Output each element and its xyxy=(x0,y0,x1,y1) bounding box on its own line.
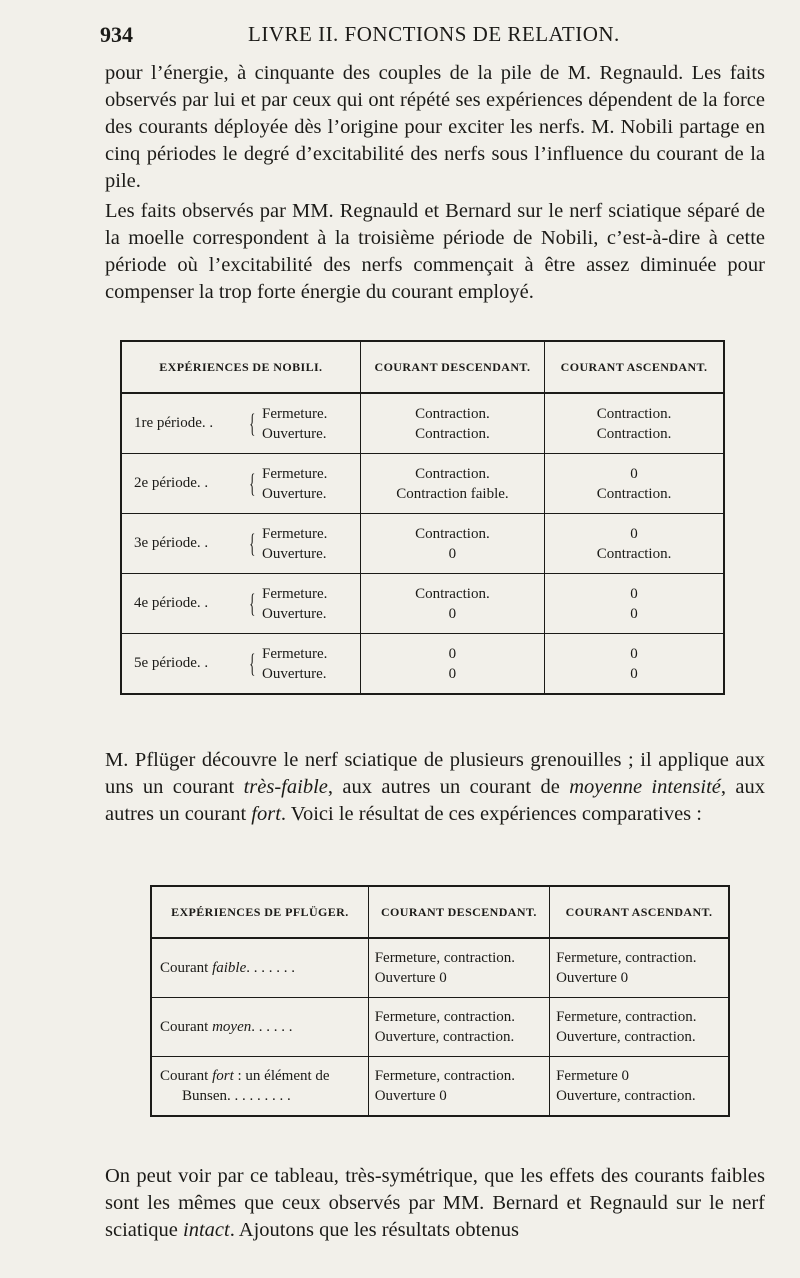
paragraph-4-text-a: On peut voir par ce tableau, très-symétrique, que les effets des courants faibles sont les mêmes que ceux observés par MM. Bernard et Regnauld sur le nerf sciatique xyxy=(105,1165,765,1241)
pfluger-header-descendant: COURANT DESCENDANT. xyxy=(368,886,549,938)
current-label-suffix: . . . . . . . xyxy=(246,959,295,976)
ascendant-fermeture: Fermeture 0 xyxy=(556,1068,629,1084)
descendant-ouverture: 0 xyxy=(448,665,457,682)
pfluger-table xyxy=(150,885,730,1117)
brace-glyph: { xyxy=(248,468,256,498)
current-label-prefix: Courant xyxy=(160,959,213,976)
pfluger-header-experiences: EXPÉRIENCES DE PFLÜGER. xyxy=(151,886,368,938)
descendant-ouverture: 0 xyxy=(448,605,457,622)
ascendant-cell xyxy=(545,574,724,634)
descendant-cell xyxy=(360,393,544,454)
ouverture-label: Ouverture. xyxy=(261,545,327,562)
ascendant-fermeture: 0 xyxy=(630,645,638,662)
descendant-ouverture: 0 xyxy=(448,545,457,562)
ascendant-ouverture: Ouverture, contraction. xyxy=(556,1029,696,1045)
descendant-cell xyxy=(360,454,544,514)
current-label-cell xyxy=(151,1057,368,1117)
current-label-cell xyxy=(151,938,368,998)
paragraph-3-text-b: , aux autres un courant de xyxy=(327,776,570,798)
current-label-cell xyxy=(151,998,368,1057)
table-row xyxy=(121,634,724,695)
nobili-header-row xyxy=(121,341,724,393)
table-row xyxy=(151,938,729,998)
period-cell xyxy=(121,393,360,454)
ascendant-fermeture: Contraction. xyxy=(596,405,672,422)
fermeture-label: Fermeture. xyxy=(261,465,328,482)
descendant-fermeture: Fermeture, contraction. xyxy=(374,1068,516,1084)
ascendant-fermeture: 0 xyxy=(630,525,638,542)
ascendant-fermeture: Fermeture, contraction. xyxy=(556,950,697,966)
period-label: 5e période. . xyxy=(134,654,209,671)
descendant-ouverture: Contraction. xyxy=(415,425,490,442)
paragraph-4-italic: intact xyxy=(183,1219,230,1241)
descendant-ouverture: Ouverture 0 xyxy=(374,1088,447,1104)
current-strength: moyen xyxy=(212,1018,252,1035)
pfluger-header-row xyxy=(151,886,729,938)
paragraph-4 xyxy=(105,1163,765,1244)
table-row xyxy=(151,998,729,1057)
ascendant-fermeture: Fermeture, contraction. xyxy=(556,1009,697,1025)
table-row xyxy=(121,454,724,514)
paragraph-3-text-d: . Voici le résultat de ces expériences comparatives : xyxy=(280,803,702,825)
descendant-cell xyxy=(360,514,544,574)
ouverture-label: Ouverture. xyxy=(261,665,327,682)
brace-glyph: { xyxy=(248,648,256,678)
brace-glyph: { xyxy=(248,588,256,618)
ascendant-fermeture: 0 xyxy=(630,585,638,602)
fermeture-label: Fermeture. xyxy=(261,405,328,422)
paragraph-3-italic-1: très-faible xyxy=(243,776,328,798)
period-cell xyxy=(121,514,360,574)
descendant-fermeture: Contraction. xyxy=(415,405,490,422)
descendant-cell xyxy=(360,634,544,695)
nobili-header-experiences: EXPÉRIENCES DE NOBILI. xyxy=(121,341,360,393)
descendant-fermeture: 0 xyxy=(448,645,457,662)
descendant-fermeture: Contraction. xyxy=(415,525,490,542)
period-label: 4e période. . xyxy=(134,594,209,611)
paragraph-1: pour l’énergie, à cinquante des couples de la pile de M. Regnauld. Les faits observés par lui et par ceux qui ont répété ses expériences dépendent de la force des courants déployée dès l’origine pour exciter les nerfs. M. Nobili partage en cinq périodes le degré d’excitabilité des nerfs sous l’influence du courant de la pile. xyxy=(105,62,765,192)
descendant-fermeture: Fermeture, contraction. xyxy=(374,1009,516,1025)
nobili-header-descendant: COURANT DESCENDANT. xyxy=(360,341,544,393)
descendant-cell xyxy=(368,998,549,1057)
ouverture-label: Ouverture. xyxy=(261,485,327,502)
paragraph-3-italic-3: fort xyxy=(251,803,281,825)
paragraph-3-italic-2: moyenne intensité xyxy=(569,776,721,798)
current-label-suffix: : un élément de xyxy=(233,1068,330,1084)
table-row xyxy=(121,393,724,454)
descendant-cell xyxy=(360,574,544,634)
descendant-cell xyxy=(368,1057,549,1117)
table-row xyxy=(151,1057,729,1117)
period-label: 2e période. . xyxy=(134,474,209,491)
nobili-table xyxy=(120,340,725,695)
fermeture-label: Fermeture. xyxy=(261,645,328,662)
ascendant-ouverture: Ouverture, contraction. xyxy=(556,1088,696,1104)
period-label: 1re période. . xyxy=(134,414,214,431)
ouverture-label: Ouverture. xyxy=(261,425,327,442)
brace-glyph: { xyxy=(248,408,256,438)
table-row xyxy=(121,574,724,634)
paragraph-3-text-c: , aux autres un courant xyxy=(105,776,765,825)
ascendant-cell xyxy=(550,1057,729,1117)
descendant-ouverture: Ouverture, contraction. xyxy=(374,1029,515,1045)
descendant-ouverture: Ouverture 0 xyxy=(374,970,447,986)
ascendant-ouverture: 0 xyxy=(630,605,638,622)
current-label-line2: Bunsen. . . . . . . . . xyxy=(182,1088,291,1104)
page-number: 934 xyxy=(100,22,133,47)
ascendant-cell xyxy=(550,998,729,1057)
descendant-cell xyxy=(368,938,549,998)
pfluger-header-ascendant: COURANT ASCENDANT. xyxy=(550,886,729,938)
ouverture-label: Ouverture. xyxy=(261,605,327,622)
current-label-prefix: Courant xyxy=(160,1068,213,1084)
ascendant-cell xyxy=(550,938,729,998)
period-cell xyxy=(121,574,360,634)
current-strength: faible xyxy=(212,959,247,976)
descendant-fermeture: Contraction. xyxy=(415,465,490,482)
ascendant-cell xyxy=(545,393,724,454)
paragraph-2: Les faits observés par MM. Regnauld et Bernard sur le nerf sciatique séparé de la moelle correspondent à la troisième période de Nobili, c’est-à-dire à cette période où l’excitabilité des nerfs commençait à être assez diminuée pour compenser la trop forte énergie du courant employé. xyxy=(105,200,765,303)
descendant-fermeture: Contraction. xyxy=(415,585,490,602)
paragraph-3 xyxy=(105,747,765,828)
ascendant-cell xyxy=(545,514,724,574)
ascendant-ouverture: Ouverture 0 xyxy=(556,970,629,986)
current-strength: fort xyxy=(212,1068,234,1084)
descendant-fermeture: Fermeture, contraction. xyxy=(374,950,516,966)
ascendant-cell xyxy=(545,634,724,695)
period-cell xyxy=(121,634,360,695)
ascendant-cell xyxy=(545,454,724,514)
period-cell xyxy=(121,454,360,514)
fermeture-label: Fermeture. xyxy=(261,525,328,542)
fermeture-label: Fermeture. xyxy=(261,585,328,602)
brace-glyph: { xyxy=(248,528,256,558)
nobili-header-ascendant: COURANT ASCENDANT. xyxy=(545,341,724,393)
ascendant-fermeture: 0 xyxy=(630,465,638,482)
paragraph-4-text-b: . Ajoutons que les résultats obtenus xyxy=(229,1219,519,1241)
page-header xyxy=(100,22,780,56)
running-title: LIVRE II. FONCTIONS DE RELATION. xyxy=(248,22,620,46)
period-label: 3e période. . xyxy=(134,534,209,551)
table-row xyxy=(121,514,724,574)
current-label-suffix: . . . . . . xyxy=(251,1018,293,1035)
ascendant-ouverture: Contraction. xyxy=(596,545,672,562)
ascendant-ouverture: Contraction. xyxy=(596,425,672,442)
paragraph-3-text-a: M. Pflüger découvre le nerf sciatique de plusieurs grenouilles ; il applique aux uns un courant xyxy=(105,749,765,798)
ascendant-ouverture: Contraction. xyxy=(596,485,672,502)
current-label-prefix: Courant xyxy=(160,1018,213,1035)
ascendant-ouverture: 0 xyxy=(630,665,638,682)
descendant-ouverture: Contraction faible. xyxy=(396,485,509,502)
